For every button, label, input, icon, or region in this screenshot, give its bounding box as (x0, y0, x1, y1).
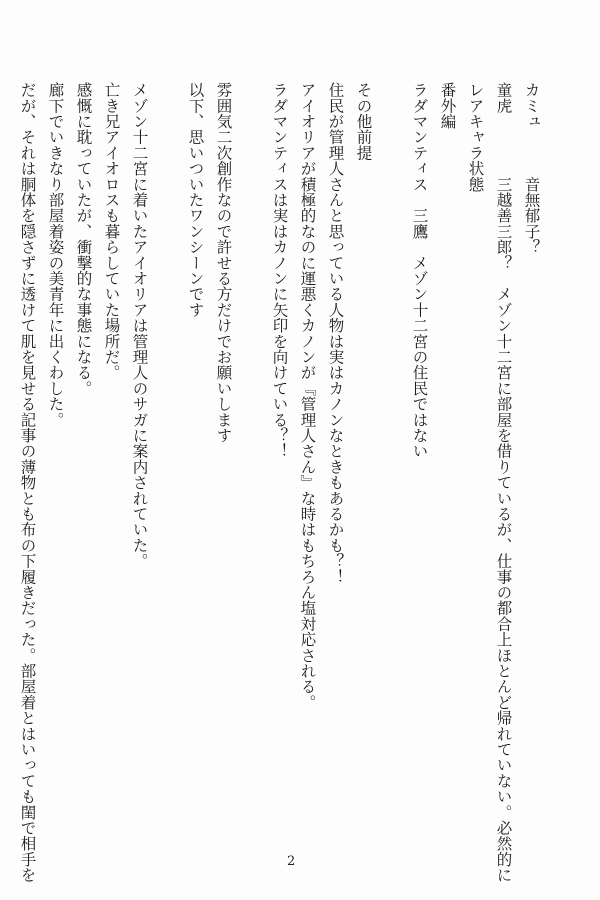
text-column-16: だが、それは胴体を隠さずに透けて肌を見せる記事の薄物とも布の下履きだった。部屋着とはいっても閨で相手を (18, 82, 37, 883)
text-column-4: 番外編 (438, 82, 457, 130)
text-column-7: 住民が管理人さんと思っている人物は実はカノンなときもあるかも？！ (326, 82, 345, 585)
text-column-1: カミュ 音無郁子？ (522, 82, 541, 255)
text-column-6: その他前提 (354, 82, 373, 161)
text-column-3: レアキャラ状態 (466, 82, 485, 192)
text-column-11: 以下、思いついたワンシーンです (186, 82, 205, 318)
text-column-8: アイオリアが積極的なのに運悪くカノンが『管理人さん』な時はもちろん塩対応される。 (298, 82, 317, 710)
text-column-13: 亡き兄アイオロスも暮らしていた場所だ。 (102, 82, 121, 381)
text-column-2: 童虎 三越善三郎？ メゾン十二宮に部屋を借りているが、仕事の都合上ほとんど帰れていない。必然的に (494, 82, 513, 883)
text-column-15: 廊下でいきなり部屋着姿の美青年に出くわした。 (46, 82, 65, 428)
page-number: 2 (287, 854, 296, 869)
text-column-9: ラダマンティスは実はカノンに矢印を向けている？！ (270, 82, 289, 459)
text-column-14: 感慨に耽っていたが、衝撃的な事態になる。 (74, 82, 93, 396)
text-column-5: ラダマンティス 三鷹 メゾン十二宮の住民ではない (410, 82, 429, 459)
text-column-12: メゾン十二宮に着いたアイオリアは管理人のサガに案内されていた。 (130, 82, 149, 569)
text-column-10: 雰囲気二次創作なので許せる方だけでお願いします (214, 82, 233, 444)
